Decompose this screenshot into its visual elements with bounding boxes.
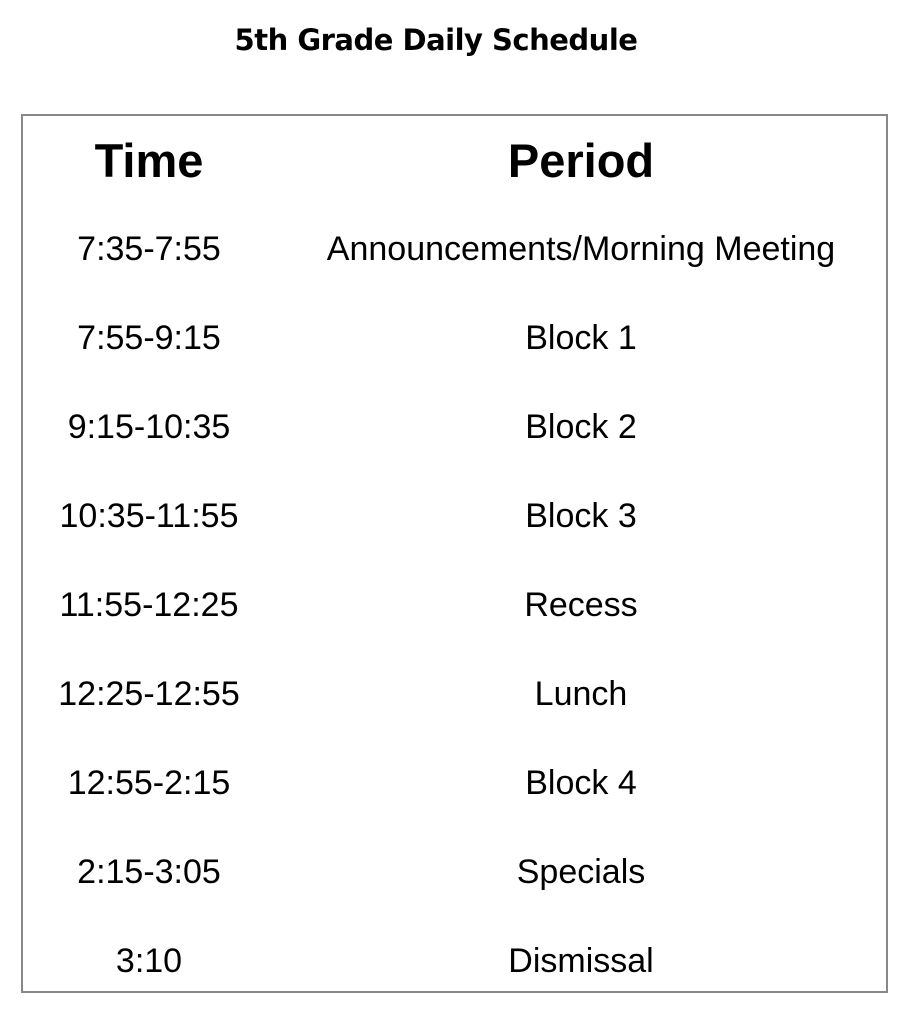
table-row [23, 561, 886, 650]
table-header-row [23, 116, 886, 205]
period-cell: Recess [524, 586, 638, 624]
time-cell: 9:15-10:35 [67, 408, 231, 446]
page-title: 5th Grade Daily Schedule [234, 23, 638, 57]
period-cell: Announcements/Morning Meeting [326, 230, 836, 268]
time-cell: 10:35-11:55 [59, 497, 239, 535]
period-cell: Specials [516, 853, 646, 891]
period-cell: Lunch [534, 675, 628, 713]
time-cell: 2:15-3:05 [77, 853, 221, 891]
table-row [23, 294, 886, 383]
period-cell: Block 3 [525, 497, 637, 535]
time-cell: 12:55-2:15 [67, 764, 231, 802]
period-cell: Dismissal [508, 942, 654, 980]
time-column-header: Time [94, 134, 204, 187]
table-row [23, 205, 886, 294]
table-row [23, 917, 886, 1006]
time-cell: 12:25-12:55 [58, 675, 240, 713]
time-cell: 3:10 [115, 942, 183, 980]
time-cell: 7:55-9:15 [77, 319, 221, 357]
table-row [23, 472, 886, 561]
time-cell: 7:35-7:55 [77, 230, 221, 268]
period-cell: Block 2 [525, 408, 637, 446]
table-row [23, 650, 886, 739]
table-row [23, 828, 886, 917]
schedule-table [21, 114, 888, 993]
time-cell: 11:55-12:25 [59, 586, 239, 624]
period-cell: Block 1 [525, 319, 637, 357]
table-row [23, 739, 886, 828]
period-cell: Block 4 [525, 764, 637, 802]
period-column-header: Period [507, 134, 655, 187]
table-row [23, 383, 886, 472]
